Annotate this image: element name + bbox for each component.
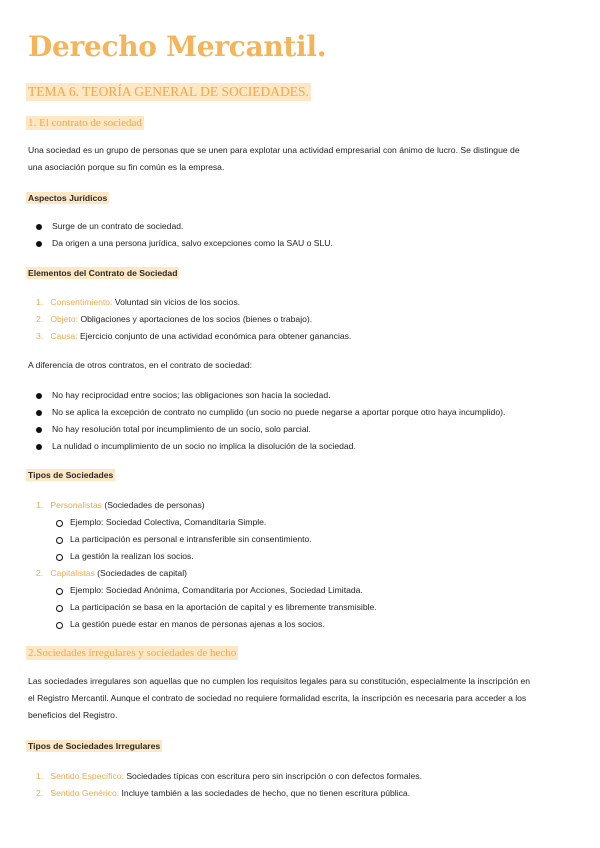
list-item: La nulidad o incumplimiento de un socio no implica la disolución de la sociedad. xyxy=(52,441,356,451)
section-1-intro xyxy=(28,142,573,176)
list-item xyxy=(36,331,351,341)
item-number: 1. xyxy=(36,297,44,307)
list-item: Ejemplo: Sociedad Anónima, Comanditaria por Acciones, Sociedad Limitada. xyxy=(70,585,363,595)
item-text: Ejercicio conjunto de una actividad económica para obtener ganancias. xyxy=(79,331,352,341)
list-item: La participación es personal e intransferible sin consentimiento. xyxy=(70,534,312,544)
item-number: 2. xyxy=(36,314,44,324)
subheading-aspectos: Aspectos Jurídicos xyxy=(28,193,108,203)
bullet-icon xyxy=(36,410,42,416)
item-text: Obligaciones y aportaciones de los socios (bienes o trabajo). xyxy=(80,314,313,324)
topic-heading: TEMA 6. TEORÍA GENERAL DE SOCIEDADES. xyxy=(28,84,309,99)
item-text: (Sociedades de capital) xyxy=(97,568,187,578)
circle-bullet-icon xyxy=(56,622,63,629)
item-number: 2. xyxy=(36,568,44,578)
item-term: Sentido Genérico: xyxy=(50,788,120,798)
item-number: 3. xyxy=(36,331,44,341)
list-item xyxy=(36,771,422,781)
section-2-intro xyxy=(28,673,576,724)
item-text: Voluntad sin vicios de los socios. xyxy=(114,297,240,307)
list-item: Da origen a una persona jurídica, salvo excepciones como la SAU o SLU. xyxy=(52,238,333,248)
list-item: Surge de un contrato de sociedad. xyxy=(52,221,184,231)
item-term: Objeto: xyxy=(50,314,79,324)
intro-line-2: una asociación porque su fin común es la empresa. xyxy=(28,162,225,172)
subheading-tipos: Tipos de Sociedades xyxy=(28,470,114,480)
intro-line-3: beneficios del Registro. xyxy=(28,710,118,720)
circle-bullet-icon xyxy=(56,605,63,612)
list-item: La gestión la realizan los socios. xyxy=(70,551,194,561)
circle-bullet-icon xyxy=(56,520,63,527)
list-item: La participación se basa en la aportación de capital y es libremente transmisible. xyxy=(70,602,377,612)
item-term: Capitalistas xyxy=(50,568,95,578)
intro-line-1: Una sociedad es un grupo de personas que se unen para explotar una actividad empresarial con ánimo de lucro. Se distingue de xyxy=(28,145,520,155)
item-text: Sociedades típicas con escritura pero sin inscripción o con defectos formales. xyxy=(126,771,422,781)
item-term: Consentimiento: xyxy=(50,297,113,307)
bullet-icon xyxy=(36,444,42,450)
list-item: No hay reciprocidad entre socios; las obligaciones son hacia la sociedad. xyxy=(52,390,331,400)
bullet-icon xyxy=(36,427,42,433)
bullet-icon xyxy=(36,224,42,230)
item-text: Incluye también a las sociedades de hecho, que no tienen escritura pública. xyxy=(121,788,411,798)
circle-bullet-icon xyxy=(56,554,63,561)
bullet-icon xyxy=(36,241,42,247)
section-2-heading: 2.Sociedades irregulares y sociedades de hecho xyxy=(28,647,237,659)
subheading-elementos: Elementos del Contrato de Sociedad xyxy=(28,268,178,278)
diferencia-intro: A diferencia de otros contratos, en el contrato de sociedad: xyxy=(28,360,253,370)
list-item xyxy=(36,297,240,307)
item-text: (Sociedades de personas) xyxy=(104,500,205,510)
section-1-heading: 1. El contrato de sociedad xyxy=(28,117,142,129)
intro-line-2: el Registro Mercantil. Aunque el contrato de sociedad no requiere formalidad escrita, la inscripción es necesaria para acceder a los xyxy=(28,693,527,703)
list-item xyxy=(36,314,312,324)
list-item: La gestión puede estar en manos de personas ajenas a los socios. xyxy=(70,619,325,629)
item-term: Sentido Específico: xyxy=(50,771,124,781)
item-number: 1. xyxy=(36,771,44,781)
circle-bullet-icon xyxy=(56,588,63,595)
item-number: 2. xyxy=(36,788,44,798)
list-item xyxy=(36,788,410,798)
list-item: No se aplica la excepción de contrato no cumplido (un socio no puede negarse a aportar porque otro haya incumplido). xyxy=(52,407,506,417)
item-term: Personalistas xyxy=(50,500,102,510)
list-item xyxy=(36,568,187,578)
item-number: 1. xyxy=(36,500,44,510)
list-item: Ejemplo: Sociedad Colectiva, Comanditaria Simple. xyxy=(70,517,267,527)
bullet-icon xyxy=(36,393,42,399)
item-term: Causa: xyxy=(50,331,78,341)
list-item xyxy=(36,500,205,510)
intro-line-1: Las sociedades irregulares son aquellas que no cumplen los requisitos legales para su constitución, especialmente la inscripción en xyxy=(28,676,531,686)
subheading-tipos-irregulares: Tipos de Sociedades Irregulares xyxy=(28,741,161,751)
doc-title: Derecho Mercantil. xyxy=(28,30,327,63)
list-item: No hay resolución total por incumplimiento de un socio, solo parcial. xyxy=(52,424,311,434)
circle-bullet-icon xyxy=(56,537,63,544)
